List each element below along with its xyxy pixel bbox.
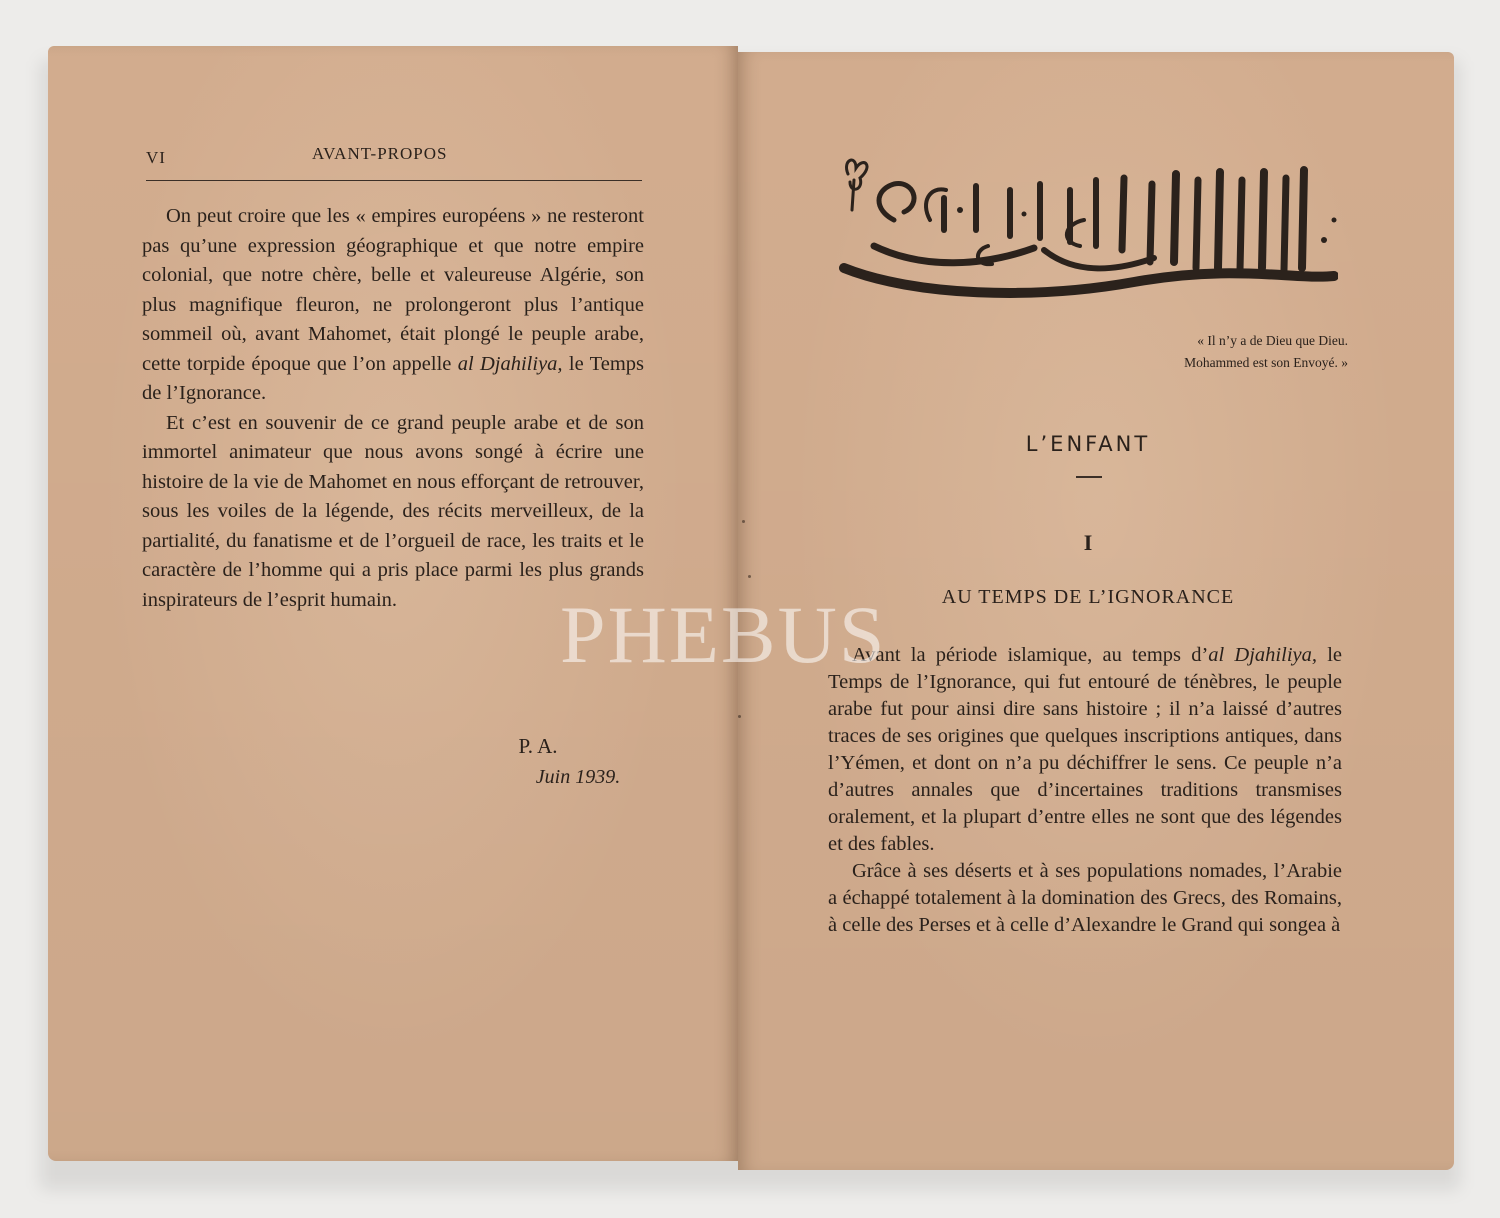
right-p1-start: Avant la période islamique, au temps d’ bbox=[852, 644, 1209, 666]
epigraph bbox=[1008, 330, 1348, 374]
chapter-rule bbox=[1076, 476, 1102, 478]
left-body-text bbox=[142, 202, 644, 615]
gutter-speck bbox=[742, 520, 745, 523]
left-p1-italic: al Djahiliya, bbox=[457, 352, 563, 375]
right-page bbox=[738, 52, 1454, 1170]
section-number: I bbox=[1083, 530, 1093, 555]
page-folio: VI bbox=[146, 148, 166, 167]
left-paragraph-2: Et c’est en souvenir de ce grand peuple arabe et de son immortel animateur que nous avons songé à écrire une histoire de la vie de Mahomet en nous efforçant de retrouver, sous les voiles de la légende, des récits merveilleux, de la partialité, du fanatisme et de l’orgueil de race, les traits et le caractère de l’homme qui a pris place parmi les plus grands inspirateurs de l’esprit humain. bbox=[142, 411, 644, 611]
right-body-text bbox=[828, 642, 1342, 939]
right-paragraph-2: Grâce à ses déserts et à ses populations nomades, l’Arabie a échappé totalement à la domination des Grecs, des Romains, à celle des Perses et à celle d’Alexandre le Grand qui songea à bbox=[828, 860, 1342, 936]
arabic-calligraphy-banner bbox=[834, 150, 1338, 300]
right-paragraph-1 bbox=[828, 642, 1342, 858]
gutter-speck bbox=[738, 715, 741, 718]
left-page bbox=[48, 46, 738, 1161]
right-p1-end: le Temps de l’Ignorance, qui fut entouré de ténèbres, le peuple arabe fut pour ainsi dire sans histoire ; il n’a laissé d’autres traces de ses origines que quelques inscriptions antiques, dans l’Yémen, et dont on n’a pu déchiffrer le sens. Ce peuple n’a d’autres annales que d’incertaines traditions transmises oralement, et la plupart d’entre elles ne sont que des légendes et des fables. bbox=[828, 644, 1342, 855]
gutter-speck bbox=[748, 575, 751, 578]
section-title: AU TEMPS DE L’IGNORANCE bbox=[941, 586, 1235, 608]
epigraph-line-1: « Il n’y a de Dieu que Dieu. bbox=[1197, 333, 1348, 348]
chapter-title: L’ENFANT bbox=[1025, 432, 1151, 456]
preface-date: Juin 1939. bbox=[535, 766, 621, 788]
running-head bbox=[146, 144, 642, 181]
running-head-title: AVANT-PROPOS bbox=[312, 144, 448, 163]
author-initials: P. A. bbox=[518, 734, 558, 758]
watermark: PHEBUS bbox=[560, 589, 887, 680]
left-p1-end: le Temps de l’Ignorance. bbox=[142, 352, 644, 404]
left-paragraph-1 bbox=[142, 202, 644, 409]
epigraph-line-2: Mohammed est son Envoyé. » bbox=[1184, 355, 1348, 370]
left-p1-start: On peut croire que les « empires européens » ne resteront pas qu’une expression géographique et que notre empire colonial, que notre chère, belle et valeureuse Algérie, son plus magnifique fleuron, ne prolongeront plus l’antique sommeil où, avant Mahomet, était plongé le peuple arabe, cette torpide époque que l’on appelle bbox=[142, 205, 644, 375]
right-p1-italic: al Djahiliya, bbox=[1208, 644, 1317, 666]
